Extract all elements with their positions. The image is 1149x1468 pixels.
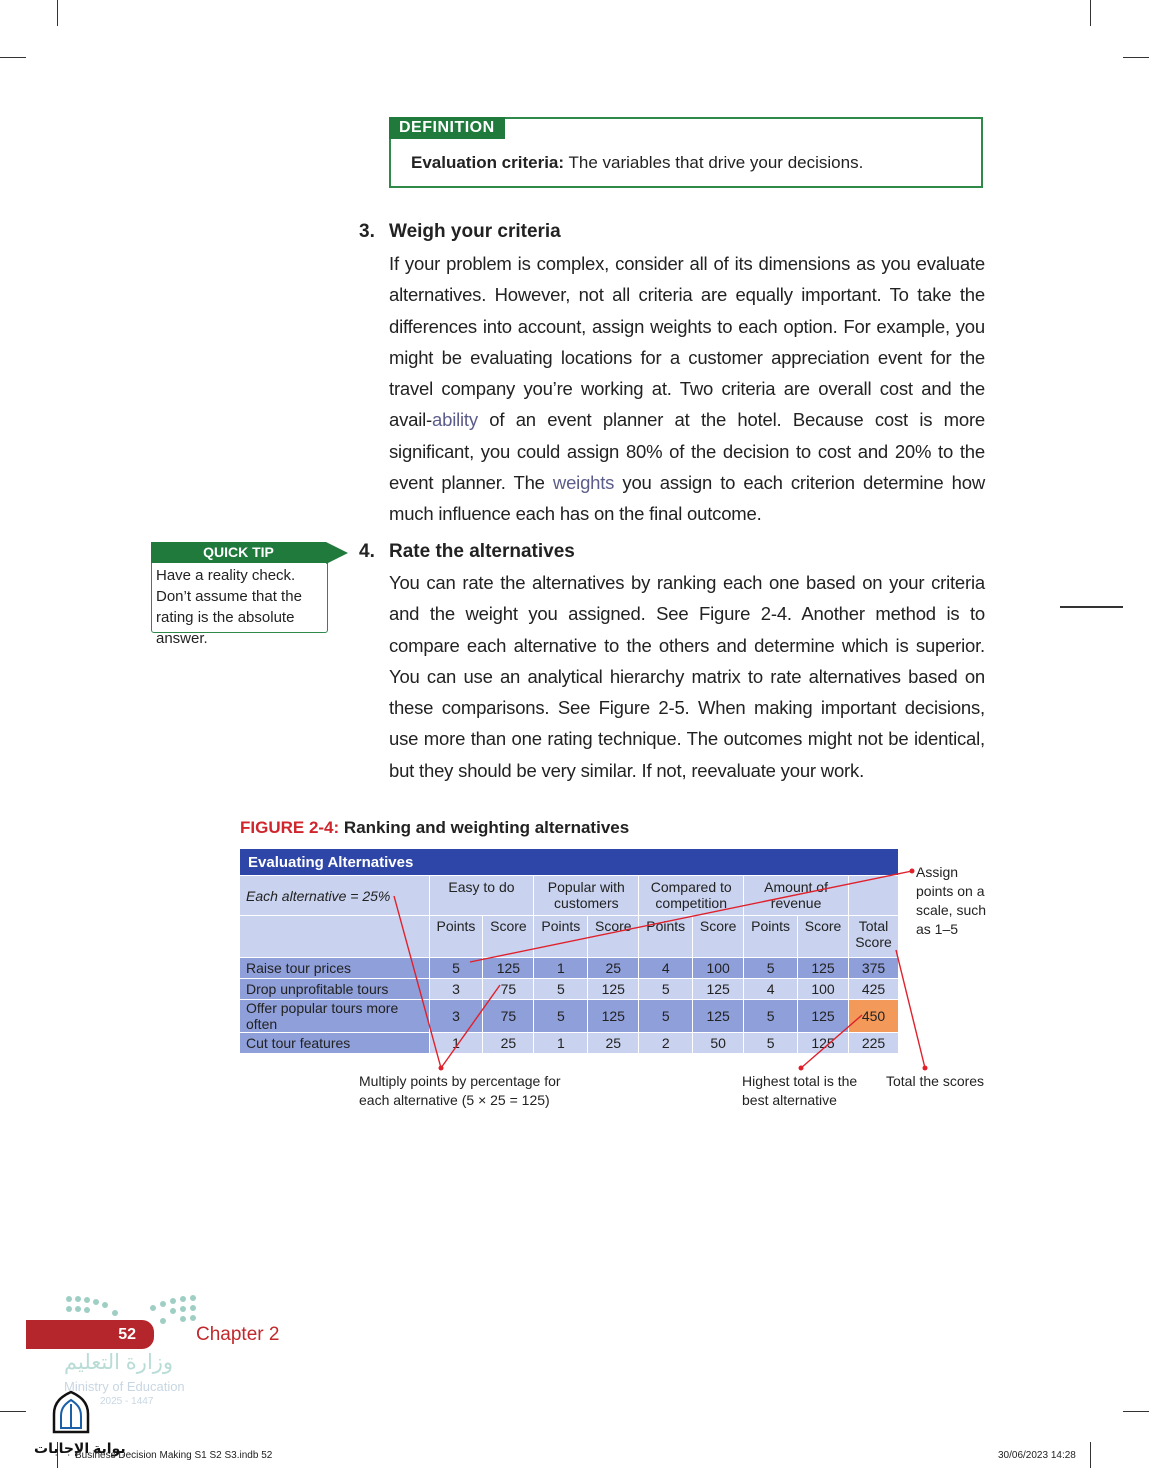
alternative-name: Cut tour features (240, 1033, 430, 1054)
score-cell: 25 (483, 1033, 534, 1054)
points-cell: 5 (534, 979, 588, 1000)
step-3-keyword-ability: ability (432, 409, 478, 431)
score-cell: 125 (483, 958, 534, 979)
ministry-arabic-name: وزارة التعليم (64, 1351, 174, 1374)
figure-number: FIGURE 2-4: (240, 818, 340, 837)
score-cell: 25 (588, 958, 639, 979)
file-info: Business Decision Making S1 S2 S3.indb 52 (75, 1450, 273, 1461)
score-cell: 125 (798, 958, 849, 979)
step-3-text-b: of an event planner at the hotel. Because cost is more significant, you could assign 80% of the decision to cost and 20% to the event planner. The (389, 409, 985, 494)
annotation-line: as 1–5 (916, 921, 959, 937)
points-cell: 1 (429, 1033, 483, 1054)
points-header: Points (639, 916, 693, 958)
total-pointer-line (896, 950, 925, 1068)
annotation-line: points on a (916, 883, 985, 899)
highest-total-cell: 450 (849, 1000, 899, 1033)
step-3-number: 3. (359, 221, 375, 242)
points-cell: 5 (429, 958, 483, 979)
score-cell: 125 (798, 1000, 849, 1033)
score-cell: 25 (588, 1033, 639, 1054)
quick-tip-label: QUICK TIP (151, 542, 326, 563)
pointer-dot (910, 869, 915, 874)
alternative-name: Offer popular tours more often (240, 1000, 430, 1033)
points-header: Points (429, 916, 483, 958)
points-cell: 5 (639, 1000, 693, 1033)
step-4-number: 4. (359, 541, 375, 562)
points-cell: 3 (429, 1000, 483, 1033)
total-cell: 375 (849, 958, 899, 979)
multiply-pointer-line (441, 985, 500, 1068)
points-cell: 5 (534, 1000, 588, 1033)
score-cell: 100 (693, 958, 744, 979)
points-header: Points (534, 916, 588, 958)
annotation-line: Highest total is the (742, 1073, 858, 1089)
print-date: 30/06/2023 14:28 (998, 1450, 1076, 1461)
definition-body: The variables that drive your decisions. (564, 153, 864, 172)
score-cell: 125 (588, 1000, 639, 1033)
step-4-paragraph: You can rate the alternatives by ranking each one based on your criteria and the weight you assigned. See Figure 2-4. Another method is to compare each alternative to the others and determine which is superior. You can use an analytical hierarchy matrix to rate alternatives based on these comparisons. See Figure 2-5. When making important decisions, use more than one rating technique. The outcomes might not be identical, but they should be very similar. If not, reevaluate your work. (389, 572, 985, 781)
total-cell: 425 (849, 979, 899, 1000)
points-cell: 5 (744, 1000, 798, 1033)
annotation-line: best alternative (742, 1092, 837, 1108)
definition-label: DEFINITION (389, 117, 505, 139)
score-cell: 100 (798, 979, 849, 1000)
chapter-label: Chapter 2 (196, 1324, 280, 1345)
score-cell: 125 (693, 979, 744, 1000)
score-header: Score (798, 916, 849, 958)
total-annotation: Total the scores (886, 1073, 985, 1089)
criterion-header: Easy to do (429, 876, 534, 916)
step-4-title: Rate the alternatives (389, 541, 575, 562)
points-cell: 5 (744, 958, 798, 979)
ministry-year: 2025 - 1447 (100, 1396, 154, 1407)
ministry-english-name: Ministry of Education (64, 1379, 185, 1394)
annotation-line: Multiply points by percentage for (359, 1073, 561, 1089)
score-cell: 125 (588, 979, 639, 1000)
multiply-annotation (359, 1072, 561, 1110)
annotation-line: Assign (916, 864, 959, 880)
points-cell: 4 (744, 979, 798, 1000)
score-cell: 125 (798, 1033, 849, 1054)
quick-tip-text: Have a reality check. Don’t assume that the rating is the absolute answer. (156, 567, 302, 647)
definition-term: Evaluation criteria: (411, 153, 565, 172)
points-header: Points (744, 916, 798, 958)
points-cell: 3 (429, 979, 483, 1000)
page-number-badge: 52 (26, 1320, 154, 1349)
annotation-line: each alternative (5 × 25 = 125) (359, 1092, 550, 1108)
multiply-pointer-line (394, 896, 441, 1068)
annotation-line: scale, such (916, 902, 987, 918)
pointer-dot (439, 1066, 444, 1071)
criterion-header: Amount of revenue (744, 876, 849, 916)
step-3-text-c: you assign to each criterion determine how much influence each has on the final outcome. (389, 472, 985, 525)
total-cell: 225 (849, 1033, 899, 1054)
pointer-dot (799, 1066, 804, 1071)
score-header: Score (693, 916, 744, 958)
figure-caption-text: Ranking and weighting alternatives (339, 818, 630, 837)
points-cell: 1 (534, 958, 588, 979)
assign-annotation (916, 863, 986, 939)
table-title: Evaluating Alternatives (240, 849, 899, 876)
points-cell: 4 (639, 958, 693, 979)
site-name: بوابة الإجابات (34, 1440, 126, 1456)
points-cell: 5 (639, 979, 693, 1000)
criterion-header: Popular with customers (534, 876, 639, 916)
total-score-header: Total Score (849, 916, 899, 958)
score-cell: 75 (483, 979, 534, 1000)
score-cell: 50 (693, 1033, 744, 1054)
points-cell: 1 (534, 1033, 588, 1054)
points-cell: 2 (639, 1033, 693, 1054)
step-3-text-a: If your problem is complex, consider all of its dimensions as you evaluate alternatives. However, not all criteria are equally important. To take the differences into account, assign weights to each option. For example, you might be evaluating locations for a customer appreciation event for the travel company you’re working at. Two criteria are overall cost and the avail- (389, 253, 985, 431)
step-3-keyword-weights: weights (552, 472, 615, 494)
points-cell: 5 (744, 1033, 798, 1054)
site-logo-icon (50, 1390, 92, 1436)
score-cell: 75 (483, 1000, 534, 1033)
assign-pointer-line (470, 871, 912, 962)
highest-pointer-line (801, 1015, 862, 1068)
alternative-name: Raise tour prices (240, 958, 430, 979)
alternative-name: Drop unprofitable tours (240, 979, 430, 1000)
weight-note: Each alternative = 25% (240, 876, 430, 916)
step-3-title: Weigh your criteria (389, 221, 561, 242)
score-cell: 125 (693, 1000, 744, 1033)
pointer-dot (923, 1066, 928, 1071)
criterion-header: Compared to competition (639, 876, 744, 916)
score-header: Score (588, 916, 639, 958)
highest-annotation (742, 1072, 857, 1110)
score-header: Score (483, 916, 534, 958)
